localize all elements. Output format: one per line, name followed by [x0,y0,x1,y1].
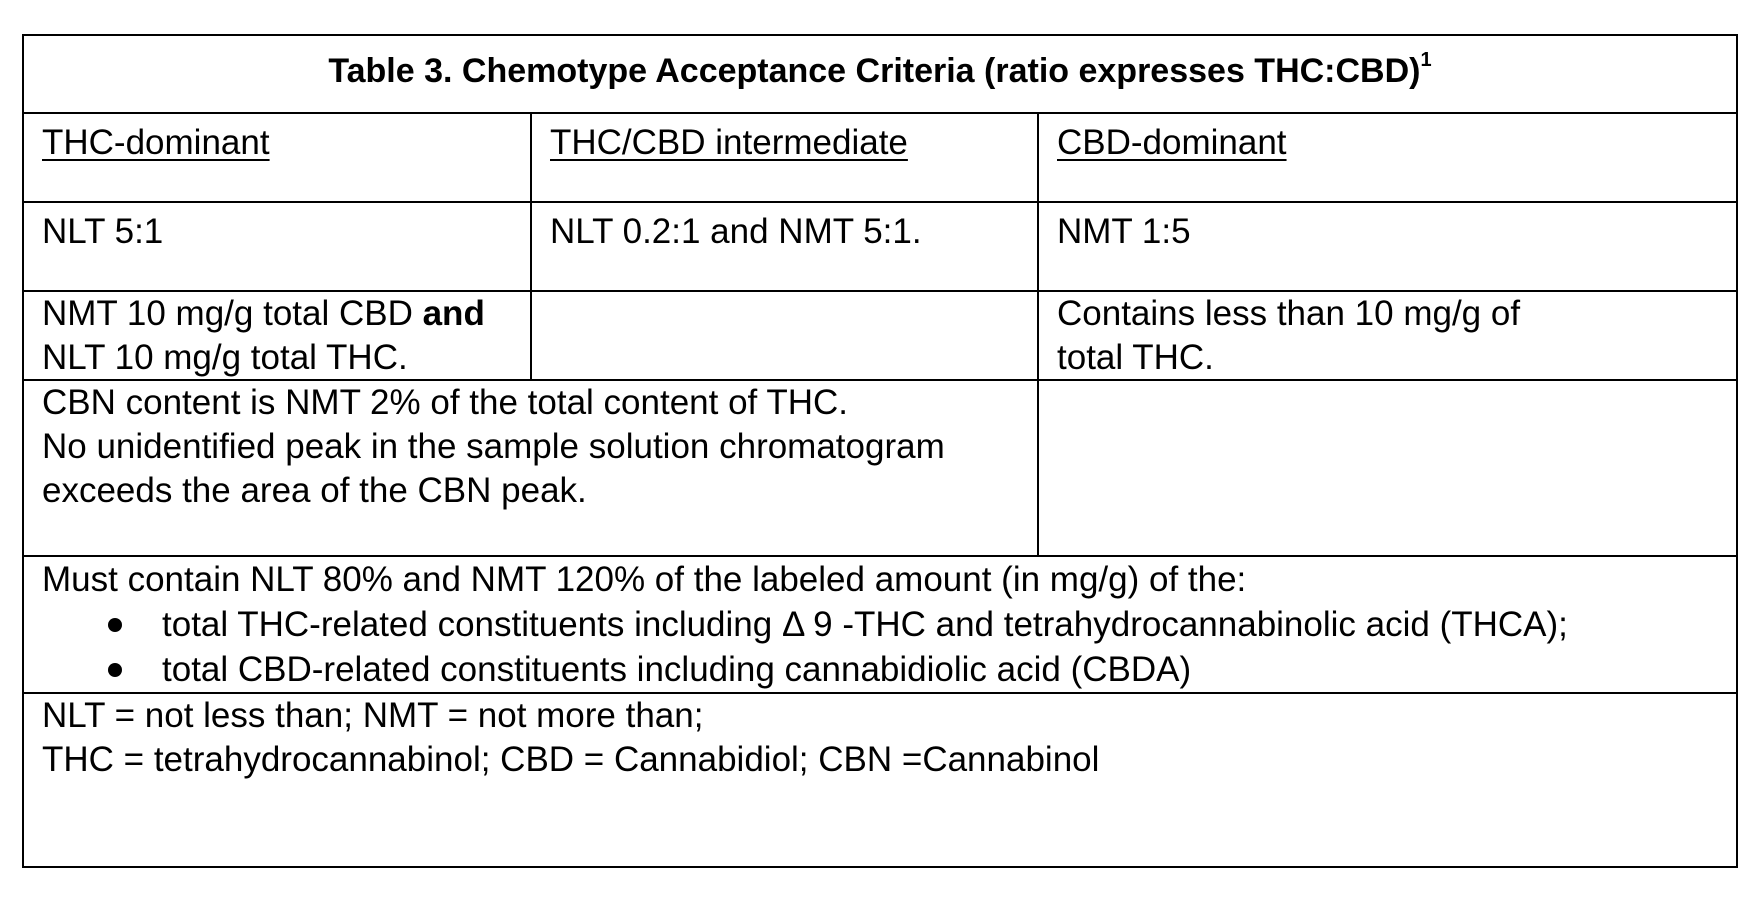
cbn-criteria [24,381,1037,555]
labeled-amount-criteria [24,557,1736,692]
content-cbd-line2: total THC. [1057,338,1214,377]
header-cbd-dominant-label: CBD-dominant [1057,123,1287,162]
bullet-icon [108,663,122,677]
abbreviations-footnote [24,694,1736,866]
content-cbd-dominant [1039,292,1736,379]
list-item [42,602,1718,647]
title-footnote-marker: 1 [1420,48,1432,71]
cbn-line: No unidentified peak in the sample solution chromatogram [42,427,945,466]
list-item-text: total THC-related constituents including Δ 9 -THC and tetrahydrocannabinolic acid (THCA); [162,605,1568,644]
header-thc-dominant-label: THC-dominant [42,123,270,162]
abbreviations-line1: NLT = not less than; NMT = not more than; [42,696,704,735]
constituent-list [42,602,1718,692]
bullet-icon [108,618,122,632]
abbreviations-line2: THC = tetrahydrocannabinol; CBD = Cannabidiol; CBN =Cannabinol [42,740,1100,779]
content-thc-dominant [24,292,530,379]
ratio-intermediate: NLT 0.2:1 and NMT 5:1. [550,212,922,251]
cbn-line: exceeds the area of the CBN peak. [42,471,587,510]
list-item-text: total CBD-related constituents including cannabidiolic acid (CBDA) [162,650,1192,689]
content-cbd-line1: Contains less than 10 mg/g of [1057,294,1521,333]
header-thc-dominant [24,114,530,201]
acceptance-criteria-table [22,34,1738,868]
content-thc-line2: NLT 10 mg/g total THC. [42,338,408,377]
content-thc-line1 [42,292,512,336]
header-cbd-dominant [1039,114,1736,201]
content-intermediate [532,292,1037,379]
labeled-amount-intro: Must contain NLT 80% and NMT 120% of the labeled amount (in mg/g) of the: [42,560,1247,599]
table-title-text: Table 3. Chemotype Acceptance Criteria (ratio expresses THC:CBD) [328,52,1421,90]
content-thc-line1-bold: and [422,294,485,333]
ratio-thc-dominant: NLT 5:1 [42,212,164,251]
table-title [24,36,1736,114]
cbn-line: CBN content is NMT 2% of the total content of THC. [42,383,849,422]
cbn-right-empty [1039,381,1736,555]
list-item [42,647,1718,692]
content-thc-line1-text: NMT 10 mg/g total CBD [42,294,423,333]
header-intermediate-label: THC/CBD intermediate [550,123,908,162]
ratio-cbd-dominant: NMT 1:5 [1057,212,1191,251]
header-intermediate [532,114,1037,201]
